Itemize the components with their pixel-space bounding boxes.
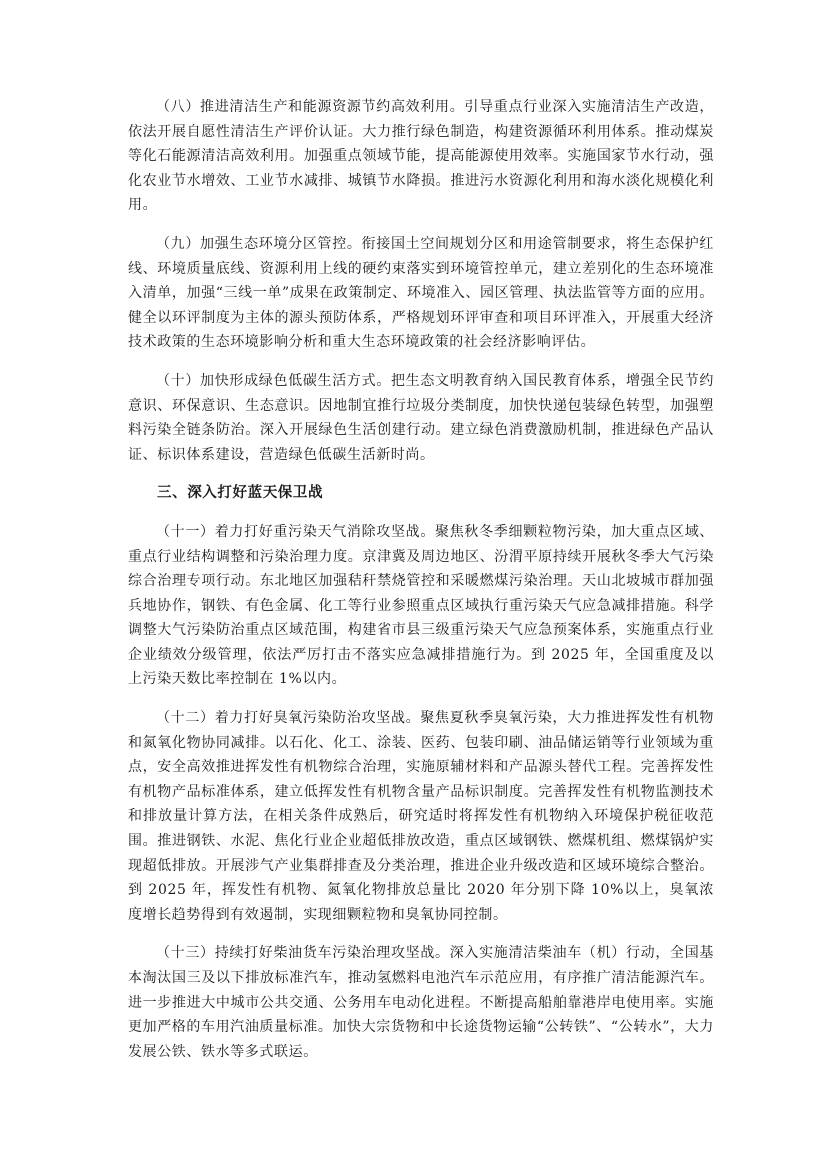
paragraph-ozone-pollution: （十二）着力打好臭氧污染防治攻坚战。聚焦夏秋季臭氧污染，大力推进挥发性有机物和氮氧化物协同减排。以石化、化工、涂装、医药、包装印刷、油品储运销等行业领域为重点，安全高效推进挥发性有机物综合治理，实施原辅材料和产品源头替代工程。完善挥发性有机物产品标准体系，建立低挥发性有机物含量产品标识制度。完善挥发性有机物监测技术和排放量计算方法，在相关条件成熟后，研究适时将挥发性有机物纳入环境保护税征收范围。推进钢铁、水泥、焦化行业企业超低排放改造，重点区域钢铁、燃煤机组、燃煤锅炉实现超低排放。开展涉气产业集群排查及分类治理，推进企业升级改造和区域环境综合整治。到 2025 年，挥发性有机物、氮氧化物排放总量比 2020 年分别下降 10%以上，臭氧浓度增长趋势得到有效遏制，实现细颗粒物和臭氧协同控制。: [128, 710, 714, 923]
paragraph-green-lifestyle: （十）加快形成绿色低碳生活方式。把生态文明教育纳入国民教育体系，增强全民节约意识、环保意识、生态意识。因地制宜推行垃圾分类制度，加快快递包装绿色转型，加强塑料污染全链条防治。深入开展绿色生活创建行动。建立绿色消费激励机制，推进绿色产品认证、标识体系建设，营造绿色低碳生活新时尚。: [128, 372, 714, 463]
paragraph-clean-production: （八）推进清洁生产和能源资源节约高效利用。引导重点行业深入实施清洁生产改造，依法开展自愿性清洁生产评价认证。大力推行绿色制造，构建资源循环利用体系。推动煤炭等化石能源清洁高效利用。加强重点领域节能，提高能源使用效率。实施国家节水行动，强化农业节水增效、工业节水减排、城镇节水降损。推进污水资源化利用和海水淡化规模化利用。: [128, 99, 714, 214]
paragraph-zoning-control: （九）加强生态环境分区管控。衔接国土空间规划分区和用途管制要求，将生态保护红线、环境质量底线、资源利用上线的硬约束落实到环境管控单元，建立差别化的生态环境准入清单，加强“三线一单”成果在政策制定、环境准入、园区管理、执法监管等方面的应用。健全以环评制度为主体的源头预防体系，严格规划环评审查和项目环评准入，开展重大经济技术政策的生态环境影响分析和重大生态环境政策的社会经济影响评估。: [128, 235, 714, 351]
section-heading-blue-sky: 三、深入打好蓝天保卫战: [157, 485, 324, 502]
paragraph-diesel-trucks: （十三）持续打好柴油货车污染治理攻坚战。深入实施清洁柴油车（机）行动，全国基本淘汰国三及以下排放标准汽车，推动氢燃料电池汽车示范应用，有序推广清洁能源汽车。进一步推进大中城市公共交通、公务用车电动化进程。不断提高船舶靠港岸电使用率。实施更加严格的车用汽油质量标准。加快大宗货物和中长途货物运输“公转铁”、“公转水”，大力发展公铁、铁水等多式联运。: [128, 945, 714, 1060]
paragraph-heavy-pollution: （十一）着力打好重污染天气消除攻坚战。聚焦秋冬季细颗粒物污染，加大重点区域、重点行业结构调整和污染治理力度。京津冀及周边地区、汾渭平原持续开展秋冬季大气污染综合治理专项行动。东北地区加强秸秆禁烧管控和采暖燃煤污染治理。天山北坡城市群加强兵地协作，钢铁、有色金属、化工等行业参照重点区域执行重污染天气应急减排措施。科学调整大气污染防治重点区域范围，构建省市县三级重污染天气应急预案体系，实施重点行业企业绩效分级管理，依法严厉打击不落实应急减排措施行为。到 2025 年，全国重度及以上污染天数比率控制在 1%以内。: [128, 523, 714, 688]
document-body: [128, 95, 714, 1078]
